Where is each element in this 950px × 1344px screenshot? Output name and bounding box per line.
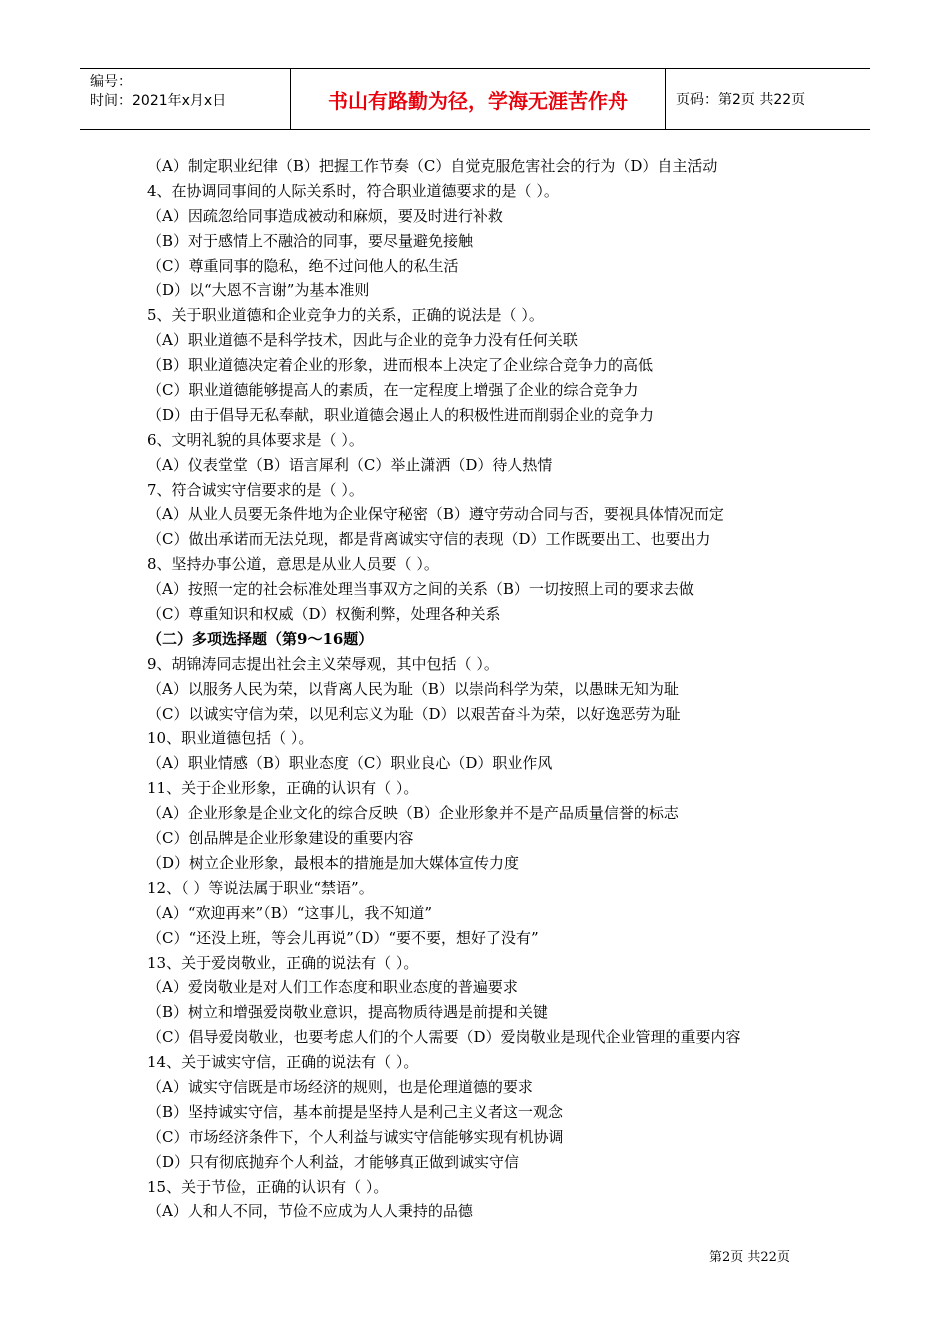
option-line: （A）人和人不同，节俭不应成为人人秉持的品德 xyxy=(147,1202,473,1221)
option-line: （D）以“大恩不言谢”为基本准则 xyxy=(147,281,370,300)
option-line: （C）以诚实守信为荣，以见利忘义为耻（D）以艰苦奋斗为荣，以好逸恶劳为耻 xyxy=(147,704,681,723)
option-line: （A）“欢迎再来”（B）“这事儿，我不知道” xyxy=(147,903,433,922)
option-line: （A）因疏忽给同事造成被动和麻烦，要及时进行补救 xyxy=(147,206,503,225)
question-text: 13、关于爱岗敬业，正确的说法有（ ）。 xyxy=(147,953,419,972)
question-text: 8、坚持办事公道，意思是从业人员要（ ）。 xyxy=(147,555,439,574)
question-text: 12、（ ）等说法属于职业“禁语”。 xyxy=(147,878,374,897)
question-text: 11、关于企业形象，正确的认识有（ ）。 xyxy=(147,779,419,798)
option-line: （A）从业人员要无条件地为企业保守秘密（B）遵守劳动合同与否，要视具体情况而定 xyxy=(147,505,724,524)
option-line: （D）只有彻底抛弃个人利益，才能够真正做到诚实守信 xyxy=(147,1152,520,1171)
question-text: 5、关于职业道德和企业竞争力的关系，正确的说法是（ ）。 xyxy=(147,306,544,325)
option-line: （C）职业道德能够提高人的素质，在一定程度上增强了企业的综合竞争力 xyxy=(147,381,639,400)
option-line: （D）由于倡导无私奉献，职业道德会遏止人的积极性进而削弱企业的竞争力 xyxy=(147,405,655,424)
text-line: （A）制定职业纪律（B）把握工作节奏（C）自觉克服危害社会的行为（D）自主活动 xyxy=(147,157,718,175)
page-header xyxy=(80,68,870,130)
question-text: 10、职业道德包括（ ）。 xyxy=(147,729,314,748)
question-text: 14、关于诚实守信，正确的说法有（ ）。 xyxy=(147,1053,419,1072)
option-line: （A）爱岗敬业是对人们工作态度和职业态度的普遍要求 xyxy=(147,978,518,997)
option-line: （C）做出承诺而无法兑现，都是背离诚实守信的表现（D）工作既要出工、也要出力 xyxy=(147,530,711,549)
question-text: 15、关于节俭，正确的认识有（ ）。 xyxy=(147,1177,389,1196)
option-line: （C）“还没上班，等会儿再说”（D）“要不要，想好了没有” xyxy=(147,928,539,947)
option-line: （A）以服务人民为荣，以背离人民为耻（B）以崇尚科学为荣，以愚昧无知为耻 xyxy=(147,679,679,698)
option-line: （B）职业道德决定着企业的形象，进而根本上决定了企业综合竞争力的高低 xyxy=(147,356,654,375)
question-text: 7、符合诚实守信要求的是（ ）。 xyxy=(147,480,364,499)
option-line: （B）对于感情上不融洽的同事，要尽量避免接触 xyxy=(147,231,474,250)
option-line: （C）市场经济条件下，个人利益与诚实守信能够实现有机协调 xyxy=(147,1127,564,1146)
option-line: （C）创品牌是企业形象建设的重要内容 xyxy=(147,829,414,848)
header-page-info: 页码：第2页 共22页 xyxy=(676,92,806,108)
document-date: 时间：2021年x月x日 xyxy=(90,93,227,109)
option-line: （C）尊重知识和权威（D）权衡利弊，处理各种关系 xyxy=(147,605,501,624)
header-meta xyxy=(80,69,291,129)
document-number-label: 编号： xyxy=(90,74,132,90)
question-text: 9、胡锦涛同志提出社会主义荣辱观，其中包括（ ）。 xyxy=(147,654,499,673)
option-line: （C）尊重同事的隐私，绝不过问他人的私生活 xyxy=(147,256,459,275)
section-heading: （二）多项选择题（第9～16题） xyxy=(147,629,374,648)
option-line: （A）职业道德不是科学技术，因此与企业的竞争力没有任何关联 xyxy=(147,331,578,350)
option-line: （C）倡导爱岗敬业，也要考虑人们的个人需要（D）爱岗敬业是现代企业管理的重要内容 xyxy=(147,1028,741,1047)
page-footer: 第2页 共22页 xyxy=(709,1250,790,1265)
header-motto: 书山有路勤为径，学海无涯苦作舟 xyxy=(291,69,666,129)
question-text: 6、文明礼貌的具体要求是（ ）。 xyxy=(147,430,364,449)
question-text: 4、在协调同事间的人际关系时，符合职业道德要求的是（ ）。 xyxy=(147,181,559,200)
option-line: （A）按照一定的社会标准处理当事双方之间的关系（B）一切按照上司的要求去做 xyxy=(147,580,694,599)
option-line: （A）企业形象是企业文化的综合反映（B）企业形象并不是产品质量信誉的标志 xyxy=(147,804,679,823)
option-line: （A）仪表堂堂（B）语言犀利（C）举止潇洒（D）待人热情 xyxy=(147,455,553,474)
option-line: （A）职业情感（B）职业态度（C）职业良心（D）职业作风 xyxy=(147,754,553,773)
option-line: （A）诚实守信既是市场经济的规则，也是伦理道德的要求 xyxy=(147,1077,533,1096)
document-body xyxy=(147,154,847,1224)
option-line: （B）树立和增强爱岗敬业意识，提高物质待遇是前提和关键 xyxy=(147,1003,549,1022)
option-line: （D）树立企业形象，最根本的措施是加大媒体宣传力度 xyxy=(147,853,520,872)
option-line: （B）坚持诚实守信，基本前提是坚持人是利己主义者这一观念 xyxy=(147,1102,564,1121)
